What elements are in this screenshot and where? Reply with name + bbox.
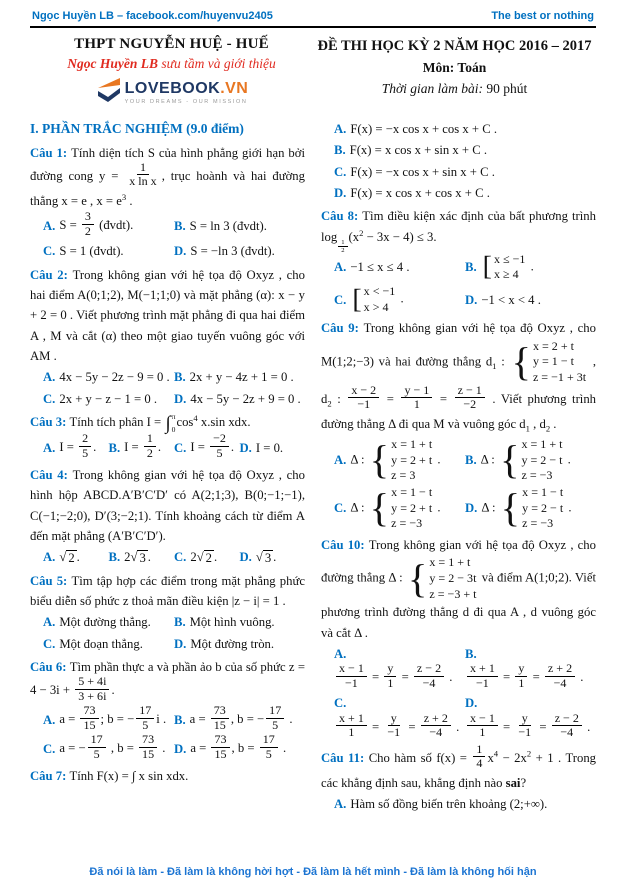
option-A bbox=[43, 703, 174, 734]
option-letter: A. bbox=[43, 441, 56, 455]
options-row bbox=[321, 284, 596, 315]
options-row bbox=[321, 794, 596, 814]
option-letter: D. bbox=[239, 441, 252, 455]
question-cau-3 bbox=[30, 412, 305, 462]
option-letter: C. bbox=[174, 550, 187, 565]
option-A bbox=[334, 119, 596, 139]
question-label: Câu 7: bbox=[30, 769, 70, 784]
option-C bbox=[334, 485, 465, 532]
option-letter: D. bbox=[465, 696, 478, 711]
option-letter: C. bbox=[43, 742, 56, 757]
question-body: Câu 1: Tính diện tích S của hình phẳng giới hạn bởi đường cong y = $\frac{1}{\text{x ln x}}$ , trục hoành và hai đường thẳng x = e , $x = e^3$ . bbox=[30, 145, 305, 209]
header-slogan: The best or nothing bbox=[491, 10, 594, 22]
option-text: $\frac{x - 1}{-1}$ = $\frac{y}{1}$ = $\frac{z - 2}{-4}$ . bbox=[334, 664, 452, 692]
option-letter: C. bbox=[334, 501, 347, 516]
option-letter: D. bbox=[174, 244, 187, 259]
question-label: Câu 11: bbox=[321, 750, 369, 765]
option-letter: B. bbox=[174, 370, 186, 385]
option-letter: B. bbox=[465, 260, 477, 275]
question-label: Câu 8: bbox=[321, 209, 363, 224]
left-column bbox=[30, 118, 305, 860]
options-row bbox=[30, 431, 305, 462]
logo-tagline: YOUR DREAMS - OUR MISSION bbox=[124, 98, 248, 105]
options-row bbox=[30, 389, 305, 409]
question-label: Câu 10: bbox=[321, 538, 369, 553]
question-cau-8 bbox=[321, 206, 596, 315]
header-author-link: Ngọc Huyền LB – facebook.com/huyenvu2405 bbox=[32, 10, 273, 22]
option-text: [ x ≤ −1 x ≥ 4 . bbox=[482, 251, 534, 283]
byline-rest: sưu tầm và giới thiệu bbox=[158, 56, 276, 71]
option-text: a = − $\frac{17}{5}$ , b = $\frac{73}{15}$ . bbox=[59, 732, 166, 761]
option-letter: D. bbox=[239, 550, 252, 565]
option-text: 2 √ 3 . bbox=[124, 550, 151, 566]
duration-value: 90 phút bbox=[486, 81, 528, 96]
question-body: Câu 2: Trong không gian với hệ tọa độ Oxyz , cho hai điểm A(0;1;2), M(−1;1;0) và mặt phẳng (α): x − y + 2 = 0 . Viết phương trình mặt phẳng đi qua hai điểm A , M và cắt (α) theo một giao tuyến vuông góc với AM . bbox=[30, 267, 305, 364]
option-letter: D. bbox=[465, 292, 478, 307]
option-A bbox=[43, 612, 174, 632]
option-B bbox=[334, 140, 596, 160]
option-text: $\frac{x + 1}{-1}$ = $\frac{y}{1}$ = $\frac{z + 2}{-4}$ . bbox=[465, 664, 583, 692]
option-D bbox=[174, 634, 305, 654]
duration-label: Thời gian làm bài: bbox=[381, 81, 484, 96]
options-row bbox=[321, 162, 596, 182]
options-row bbox=[30, 612, 305, 632]
option-D bbox=[174, 241, 305, 261]
option-text: 4x − 5y − 2z + 9 = 0 . bbox=[190, 391, 301, 406]
options-row bbox=[321, 644, 596, 692]
question-cau-1 bbox=[30, 143, 305, 262]
option-letter: D. bbox=[174, 391, 187, 406]
option-D bbox=[465, 485, 596, 532]
option-text: I = $\frac{2}{5}$ . bbox=[59, 431, 97, 460]
option-text: F(x) = −x cos x + cos x + C . bbox=[350, 122, 498, 136]
option-text: S = ln 3 (đvdt). bbox=[189, 219, 267, 234]
question-label: Câu 1: bbox=[30, 145, 72, 160]
option-text: $\frac{x - 1}{1}$ = $\frac{y}{-1}$ = $\frac{z - 2}{-4}$ . bbox=[465, 714, 590, 742]
options-row bbox=[30, 703, 305, 734]
option-letter: C. bbox=[43, 391, 56, 406]
byline bbox=[30, 56, 313, 72]
options-row bbox=[321, 437, 596, 484]
option-text: [ x < −1 x > 4 . bbox=[352, 283, 404, 315]
option-text: 2x + y − z − 1 = 0 . bbox=[59, 391, 158, 406]
option-letter: C. bbox=[174, 441, 187, 455]
question-cau-5 bbox=[30, 571, 305, 654]
question-body: Câu 9: Trong không gian với hệ tọa độ Oxyz , cho M(1;2;−3) và hai đường thẳng $d_1$ : { x = 2 + t y = 1 − t z = −1 + 3t , $d_2$ : $\frac{x - 2}{-1}$ = $\frac{y - 1}{1}$ = $\frac{z - 1}{-2}$ . Viết phương trình đường thẳng Δ đi qua M và vuông góc $d_1$ , $d_2$ . bbox=[321, 321, 596, 434]
option-text: $\frac{x + 1}{1}$ = $\frac{y}{-1}$ = $\frac{z + 2}{-4}$ . bbox=[334, 714, 459, 742]
option-text: Một hình vuông. bbox=[189, 615, 275, 630]
option-text: −1 ≤ x ≤ 4 . bbox=[350, 260, 410, 275]
option-text: S = $\frac{3}{2}$ (đvdt). bbox=[59, 209, 134, 238]
option-text: S = 1 (đvdt). bbox=[59, 244, 124, 259]
options-row bbox=[30, 547, 305, 567]
question-body: Câu 11: Cho hàm số f(x) = $\frac{1}{4}$ $x^4 - 2x^2 + 1$ . Trong các khẳng định sau, khẳng định nào sai? bbox=[321, 741, 596, 790]
option-D bbox=[465, 693, 596, 741]
option-letter: A. bbox=[334, 453, 347, 468]
question-cau-10 bbox=[321, 535, 596, 742]
masthead bbox=[30, 34, 596, 108]
options-row bbox=[30, 241, 305, 261]
option-letter: D. bbox=[465, 501, 478, 516]
option-text: F(x) = x cos x + sin x + C . bbox=[349, 143, 488, 158]
option-C bbox=[43, 634, 174, 654]
option-C bbox=[174, 547, 240, 567]
option-text: Một đoạn thẳng. bbox=[59, 636, 143, 651]
lovebook-logo-icon bbox=[95, 77, 121, 108]
option-D bbox=[240, 434, 306, 462]
options-row bbox=[321, 140, 596, 160]
option-letter: A. bbox=[334, 647, 347, 661]
option-letter: C. bbox=[43, 636, 56, 651]
option-letter: A. bbox=[43, 370, 56, 385]
question-cau-7 bbox=[30, 766, 305, 786]
question-label: Câu 6: bbox=[30, 659, 70, 674]
option-B bbox=[465, 644, 596, 692]
exam-duration bbox=[313, 81, 596, 97]
option-A bbox=[334, 794, 596, 814]
option-text: I = 0. bbox=[255, 441, 284, 455]
option-text: F(x) = x cos x + cos x + C . bbox=[350, 185, 490, 200]
option-letter: B. bbox=[465, 453, 477, 468]
option-text: 2x + y − 4z + 1 = 0 . bbox=[189, 370, 294, 385]
option-B bbox=[465, 252, 596, 283]
option-D bbox=[465, 284, 596, 315]
option-text: Δ : { x = 1 + t y = 2 + t z = 3 . bbox=[350, 437, 441, 483]
option-text: a = $\frac{73}{15}$ , b = $\frac{17}{5}$ . bbox=[190, 732, 287, 761]
option-B bbox=[108, 431, 175, 462]
option-D bbox=[240, 547, 306, 567]
exam-subject: Môn: Toán bbox=[422, 60, 487, 75]
option-letter: A. bbox=[43, 219, 56, 234]
option-C bbox=[43, 241, 174, 261]
option-text: Một đường tròn. bbox=[190, 636, 275, 651]
option-letter: B. bbox=[174, 713, 186, 728]
question-label: Câu 2: bbox=[30, 267, 73, 282]
option-letter: B. bbox=[108, 550, 121, 565]
lovebook-logo-text bbox=[125, 81, 249, 105]
option-A bbox=[334, 252, 465, 283]
option-text: 2 √ 2 . bbox=[190, 550, 218, 566]
option-text: S = −ln 3 (đvdt). bbox=[190, 244, 275, 259]
option-D bbox=[174, 732, 305, 763]
option-B bbox=[174, 212, 305, 240]
option-letter: C. bbox=[334, 696, 347, 711]
option-letter: A. bbox=[334, 260, 347, 275]
option-C bbox=[334, 162, 596, 182]
option-text: F(x) = −x cos x + sin x + C . bbox=[350, 164, 495, 179]
option-C bbox=[334, 693, 465, 741]
byline-author: Ngọc Huyền LB bbox=[67, 56, 159, 71]
question-body: Câu 3: Tính tích phân I = ∫ π 0 $\cos^4 x.\sin$ xdx. bbox=[30, 412, 251, 434]
option-letter: B. bbox=[108, 441, 121, 455]
option-A bbox=[334, 644, 465, 692]
option-D bbox=[174, 389, 305, 409]
option-B bbox=[174, 612, 305, 632]
options-row bbox=[30, 209, 305, 240]
question-cau-2 bbox=[30, 265, 305, 409]
option-text: a = $\frac{73}{15}$ , b = − $\frac{17}{5}$ . bbox=[189, 703, 293, 732]
question-label: Câu 4: bbox=[30, 468, 73, 483]
question-cau-7-options bbox=[321, 119, 596, 203]
option-letter: C. bbox=[334, 292, 347, 307]
option-A bbox=[43, 431, 109, 462]
option-text: 4x − 5y − 2z − 9 = 0 . bbox=[59, 370, 170, 385]
lovebook-logo bbox=[30, 77, 313, 108]
option-text: a = $\frac{73}{15}$ ; b = − $\frac{17}{5}$ i . bbox=[59, 703, 167, 732]
option-B bbox=[109, 547, 175, 567]
section-heading: I. PHẦN TRẮC NGHIỆM (9.0 điểm) bbox=[30, 121, 244, 136]
question-body: Câu 7: Tính F(x) = ∫ x sin xdx. bbox=[30, 769, 189, 784]
option-letter: B. bbox=[334, 143, 346, 158]
option-letter: D. bbox=[334, 185, 347, 200]
option-text: Δ : { x = 1 − t y = 2 − t z = −3 . bbox=[481, 485, 572, 531]
option-letter: A. bbox=[43, 615, 56, 630]
option-A bbox=[43, 367, 174, 387]
option-A bbox=[334, 437, 465, 484]
option-A bbox=[43, 209, 174, 240]
question-body: Câu 6: Tìm phần thực a và phần ảo b của số phức z = 4 − 3i + $\frac{5 + 4i}{3 + 6i}$ . bbox=[30, 659, 305, 703]
option-text: √ 3 . bbox=[255, 550, 277, 566]
footer-motto: Đã nói là làm - Đã làm là không hời hợt - Đã làm là hết mình - Đã làm là không hối hận bbox=[89, 866, 537, 878]
option-letter: D. bbox=[174, 742, 187, 757]
option-text: √ 2 . bbox=[59, 550, 80, 566]
option-letter: D. bbox=[174, 636, 187, 651]
option-letter: A. bbox=[334, 796, 347, 811]
logo-word: LOVEBOOK bbox=[124, 79, 221, 97]
exam-title: ĐỀ THI HỌC KỲ 2 NĂM HỌC 2016 – 2017 bbox=[317, 38, 592, 54]
option-B bbox=[174, 703, 305, 734]
question-cau-6 bbox=[30, 657, 305, 763]
masthead-left bbox=[30, 34, 313, 108]
question-cau-11 bbox=[321, 741, 596, 815]
option-text: −1 < x < 4 . bbox=[481, 292, 541, 307]
option-D bbox=[334, 183, 596, 203]
options-row bbox=[30, 732, 305, 763]
option-text: I = $\frac{-2}{5}$ . bbox=[190, 431, 235, 460]
top-header-bar bbox=[30, 8, 596, 28]
option-letter: B. bbox=[174, 615, 186, 630]
option-letter: A. bbox=[43, 550, 56, 565]
option-text: Hàm số đồng biến trên khoảng (2;+∞). bbox=[350, 796, 548, 811]
option-letter: B. bbox=[465, 647, 477, 661]
question-cau-4 bbox=[30, 465, 305, 568]
question-label: Câu 5: bbox=[30, 573, 72, 588]
option-letter: C. bbox=[43, 244, 56, 259]
question-body: Câu 10: Trong không gian với hệ tọa độ Oxyz , cho đường thẳng Δ : { x = 1 + t y = 2 − 3t z = −3 + t và điểm A(1;0;2). Viết phương trình đường thẳng d đi qua A , d vuông góc và cắt Δ . bbox=[321, 538, 596, 640]
option-text: Một đường thẳng. bbox=[59, 615, 151, 630]
question-columns bbox=[30, 118, 596, 860]
options-row bbox=[30, 634, 305, 654]
option-C bbox=[334, 284, 465, 315]
option-C bbox=[43, 389, 174, 409]
options-row bbox=[30, 367, 305, 387]
option-letter: A. bbox=[43, 713, 56, 728]
options-row bbox=[321, 693, 596, 741]
option-B bbox=[174, 367, 305, 387]
option-letter: C. bbox=[334, 164, 347, 179]
option-C bbox=[174, 431, 240, 462]
options-row bbox=[321, 183, 596, 203]
right-column bbox=[321, 118, 596, 860]
question-label: Câu 9: bbox=[321, 321, 364, 336]
options-row bbox=[321, 119, 596, 139]
question-label: Câu 3: bbox=[30, 415, 70, 430]
option-A bbox=[43, 547, 109, 567]
logo-tld: .VN bbox=[220, 79, 249, 97]
options-row bbox=[321, 252, 596, 283]
option-C bbox=[43, 732, 174, 763]
question-cau-9 bbox=[321, 318, 596, 532]
option-text: I = $\frac{1}{2}$ . bbox=[124, 431, 162, 460]
option-letter: B. bbox=[174, 219, 186, 234]
options-row bbox=[321, 485, 596, 532]
option-text: Δ : { x = 1 + t y = 2 − t z = −3 . bbox=[480, 437, 571, 483]
option-B bbox=[465, 437, 596, 484]
option-text: Δ : { x = 1 − t y = 2 + t z = −3 . bbox=[350, 485, 441, 531]
school-name: THPT NGUYỄN HUỆ - HUẾ bbox=[74, 36, 269, 52]
option-letter: A. bbox=[334, 122, 347, 136]
question-body: Câu 8: Tìm điều kiện xác định của bất phương trình log $_{\frac{1}{2}}$ $(x^2 - 3x - 4) \le 3$. bbox=[321, 209, 596, 255]
masthead-right bbox=[313, 34, 596, 108]
question-body: Câu 5: Tìm tập hợp các điểm trong mặt phẳng phức biểu diễn số phức z thoả mãn điều kiện |z − i| = 1 . bbox=[30, 573, 306, 609]
question-body: Câu 4: Trong không gian với hệ tọa độ Oxyz , cho hình hộp ABCD.A′B′C′D′ có A(2;1;3), B(0;−1;−1), C(−1;−2;0), D′(3;−2;1). Tính khoảng cách từ điểm A đến mặt phẳng (A′B′C′D′). bbox=[30, 468, 305, 544]
